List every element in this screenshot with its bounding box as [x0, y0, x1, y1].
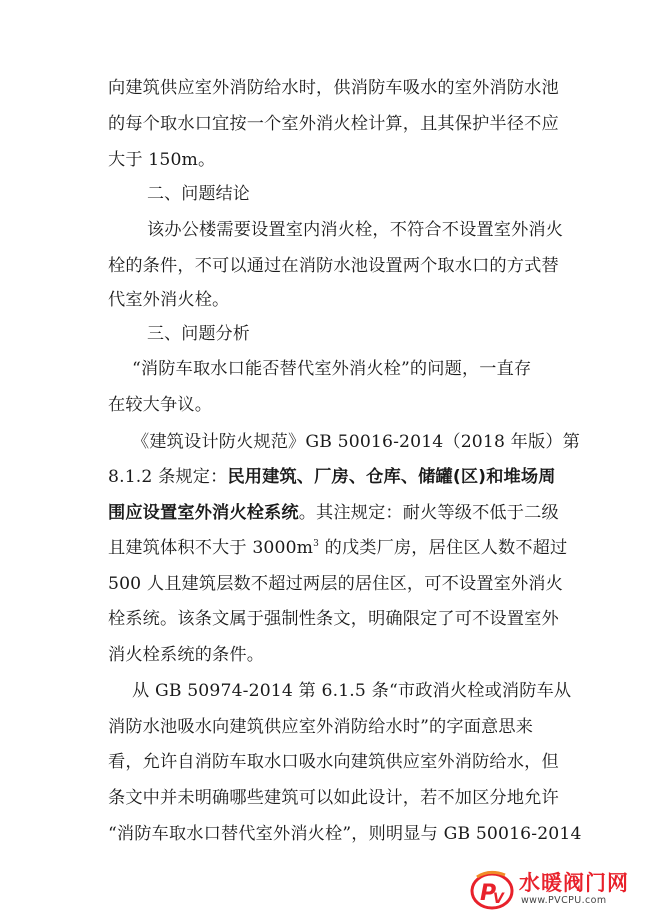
section-heading: 三、问题分析: [147, 324, 250, 344]
text-line: 向建筑供应室外消防给水时，供消防车吸水的室外消防水池: [108, 78, 559, 98]
text-line: 消防水池吸水向建筑供应室外消防给水时”的字面意思来: [108, 717, 534, 737]
text-line: [108, 501, 650, 525]
text-line: 大于 150m。: [108, 150, 216, 170]
text-line: 《建筑设计防火规范》GB 50016-2014（2018 年版）第: [132, 432, 581, 452]
note-text: 的戊类厂房，居住区人数不超过: [319, 538, 568, 558]
text-line: 栓的条件，不可以通过在消防水池设置两个取水口的方式替: [108, 256, 559, 276]
text-line: 代室外消火栓。: [108, 290, 230, 310]
text-line: 的每个取水口宜按一个室外消火栓计算，且其保护半径不应: [108, 114, 559, 134]
pv-logo-icon: [469, 867, 515, 911]
text-line: 条文中并未明确哪些建筑可以如此设计，若不加区分地允许: [108, 788, 559, 808]
text-line: “消防车取水口能否替代室外消火栓”的问题，一直存: [132, 359, 532, 379]
text-line: 在较大争议。: [108, 395, 213, 415]
site-watermark: [469, 865, 644, 915]
text-line: 500 人且建筑层数不超过两层的居住区，可不设置室外消火: [108, 574, 563, 594]
note-text: 。其注规定：耐火等级不低于二级: [298, 503, 559, 523]
watermark-title: 水暖阀门网: [519, 871, 629, 895]
text-line: 消火栓系统的条件。: [108, 645, 265, 665]
text-line: 从 GB 50974-2014 第 6.1.5 条“市政消火栓或消防车从: [132, 681, 572, 701]
note-text: 且建筑体积不大于 3000m: [108, 538, 314, 558]
text-line: “消防车取水口替代室外消火栓”，则明显与 GB 50016-2014: [108, 824, 582, 844]
text-line: 看，允许自消防车取水口吸水向建筑供应室外消防给水，但: [108, 752, 559, 772]
text-line: [108, 465, 650, 489]
text-line: 栓系统。该条文属于强制性条文，明确限定了可不设置室外: [108, 609, 559, 629]
svg-text:V: V: [493, 891, 504, 907]
section-heading: 二、问题结论: [147, 184, 250, 204]
svg-text:P: P: [480, 881, 497, 906]
text-line: 该办公楼需要设置室内消火栓，不符合不设置室外消火: [147, 220, 564, 240]
clause-reference: 8.1.2 条规定：: [108, 467, 228, 487]
text-line: [108, 536, 650, 560]
mandatory-clause-text: 民用建筑、厂房、仓库、储罐(区)和堆场周: [227, 467, 556, 487]
cubic-superscript: 3: [313, 539, 319, 549]
watermark-url: www.PVCPU.com: [521, 895, 607, 906]
mandatory-clause-text: 围应设置室外消火栓系统: [108, 503, 299, 523]
